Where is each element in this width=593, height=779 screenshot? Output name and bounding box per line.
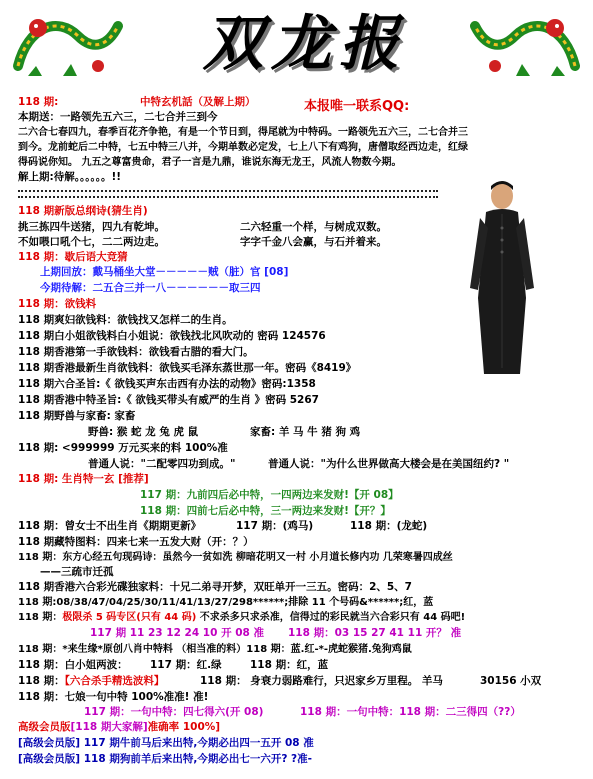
s5-hint1: 117 期：九前四后必中特，一四两边来发财!【开 08】 [140,489,399,501]
s4-beasts-domestic: 家畜: 羊 马 牛 猪 狗 鸡 [250,426,361,438]
masthead-title: 双龙报 [203,9,407,79]
s5-m2: 118 期：03 15 27 41 11 开？ 准 [288,627,462,639]
s4-row: 118 期六合圣旨:《 欲钱买声东击西有办法的动物》密码:1358 [18,378,316,390]
s5-l10b: 【六合杀手精选波料】 [64,675,165,687]
s5-k2: 118 期：一句中特：118 期：二三得四（??） [300,706,521,718]
s5-l9a: 118 期：白小姐两波： [18,659,128,671]
s4-rumor2a: 普通人说："二配零四功到成。" [88,458,236,470]
s5-l11: 118 期：七娘一句中特 100%准准! 准! [18,691,209,703]
s5-l10c: 118 期： 身衰力弱路难行，只迟家乡万里程。 羊马 [200,675,443,687]
s4-row: 118 期香港中特圣旨:《 欲钱买带头有威严的生肖 》密码 5267 [18,394,319,406]
s5-l9b: 117 期：红.绿 [150,659,222,671]
s4-beasts: 118 期野兽与家畜: 家畜 [18,410,136,422]
s5-l10a: 118 期： [18,675,65,687]
s5-l1c: 118 期：(龙蛇) [350,520,428,532]
dragon-left-icon [8,6,128,86]
s5-l7 [18,611,465,624]
s2-line1a: 挑三拣四牛送猪，四九有乾坤。 [18,221,165,233]
s3-line1: 上期回放：戴马桶坐大堂－－－－－贼（脏）官 [08] [40,266,289,278]
s2-line2a: 不如喂口吼个七，二二两边走。 [18,236,165,248]
s1-line3: 到今。龙前蛇后二中特，七五中特三八并，今期单数必定发，七上八下有鸡狗，唐僧取经西边走，红绿 [18,142,468,153]
footer-line1 [18,721,220,734]
s1-line1: 本期送：一路领先五六三，二七合并三到今 [18,111,218,123]
s5-l4: ——三疏市迁孤 [40,566,114,578]
s4-row: 118 期香港最新生肖欲钱料：欲钱买毛泽东蒸世那一年。密码《8419》 [18,362,357,374]
s4-rumor1: 118 期: <999999 万元买来的料 100%准 [18,442,228,454]
s1-title: 中特玄机話（及解上期） [140,96,256,108]
person-figure-image [466,178,538,378]
footer-f1c: 准确率 100%] [147,721,221,733]
s4-row: 118 期白小姐欲钱料白小姐说：欲钱找北风吹动的 密码 124576 [18,330,326,342]
s4-row: 118 期香港第一手欲钱料：欲钱看古腊的看大门。 [18,346,254,358]
footer-f1a: 高级会员版 [18,721,71,733]
s5-l3: 118 期：东方心经五句现码诗：虽然今一贫如洗 柳暗花明又一村 小月道长修内功 几荣寒暑四成丝 [18,552,453,563]
s5-l9c: 118 期：红，蓝 [250,659,329,671]
s1-issue: 118 期: [18,96,59,108]
s1-line5: 解上期:待解。。。。。。!! [18,171,122,183]
s2-line2b: 字字千金八会赢，与石并着来。 [240,236,387,248]
s5-l1a: 118 期：曾女士不出生肖《期期更新》 [18,520,202,532]
dragon-right-icon [465,6,585,86]
divider [18,190,438,192]
footer-line2: [高级会员版] 117 期牛前马后来出特,今期必出四一五开 08 准 [18,737,314,749]
s1-line2: 二六合七春四九，春季百花齐争艳，有是一个节日到，得尾就为中特码。一路领先五六三，二七合并三 [18,127,468,138]
s3-title: 118 期：歇后语大竞猜 [18,251,128,263]
s4-beasts-wild: 野兽: 猴 蛇 龙 兔 虎 鼠 [88,426,199,438]
s5-l2: 118 期藏特图料：四来七来一五发大财（开：？） [18,536,254,548]
s5-l10d: 30156 小双 [480,675,542,687]
footer-line3: [高级会员版] 118 期狗前羊后来出特,今期必出七一六开? ?准- [18,753,313,765]
s5-hint2: 118 期：四前七后必中特，三一两边来发财!【开？】 [140,505,391,517]
divider [18,196,438,198]
s2-line1b: 二六轻重一个样，与树成双数。 [240,221,387,233]
s4-row: 118 期爽妇欲钱料：欲钱找又怎样二的生肖。 [18,314,233,326]
s5-l6: 118 期:08/38/47/04/25/30/11/41/13/27/298******;排除 11 个号码&******;红，蓝 [18,597,434,608]
s2-title: 118 期新版总纲诗(猜生肖) [18,205,148,217]
s4-title: 118 期：欲钱料 [18,298,97,310]
s5-l1b: 117 期：(鸡马) [236,520,314,532]
s3-line2: 今期待解：二五合三并一八－－－－－－取三四 [40,282,261,294]
s5-l10 [18,675,164,688]
s4-rumor2b: 普通人说："为什么世界做高大楼会是在美国纽约? " [268,458,510,470]
s5-k1: 117 期：一句中特：四七得六(开 08) [84,706,264,718]
s5-l7b: 极限杀 5 码专区(只有 44 码) [62,612,197,623]
s5-title: 118 期: 生肖特一玄 [推荐] [18,473,149,485]
s1-line4: 得码说你知。 九五之尊富贵命，君子一言是九鼎，谁说东海无龙王，风流人物数今期。 [18,157,402,168]
footer-f1b: [118 期大家解] [70,721,148,733]
s5-l8: 118 期：*来生缘*原创八肖中特料 （相当准的料）118 期：蓝.红-*-虎蛇猴猪.兔狗鸡鼠 [18,644,412,655]
s5-l7a: 118 期： [18,612,63,623]
s5-l7c: 不求杀多只求杀准，信得过的彩民就当六合彩只有 44 码吧! [196,612,466,623]
s5-l5: 118 期香港六合彩光碟独家料：十兄二弟寻开梦，双旺单开一三五。密码：2、5、7 [18,581,412,593]
s5-m1: 117 期 11 23 12 24 10 开 08 准 [90,627,264,639]
contact-line: 本报唯一联系QQ: [304,99,410,114]
